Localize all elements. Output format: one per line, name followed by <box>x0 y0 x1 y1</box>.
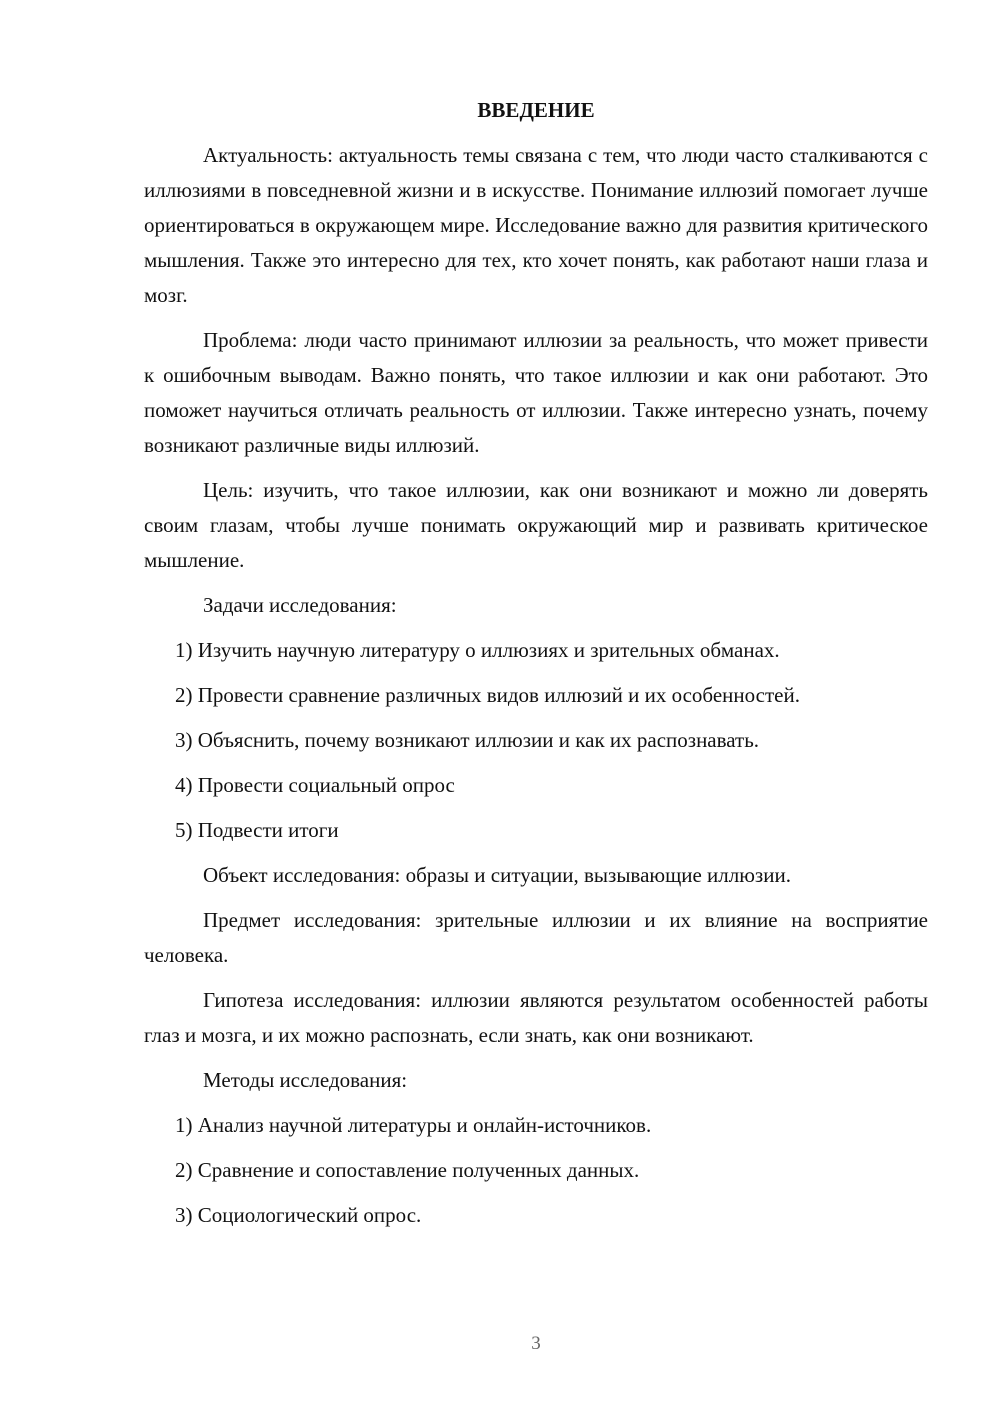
list-item: 4) Провести социальный опрос <box>175 773 455 797</box>
methods-title: Методы исследования: <box>203 1068 408 1092</box>
hypothesis-paragraph: Гипотеза исследования: иллюзии являются результатом особенностей работы глаз и мозга, и их можно распознать, если знать, как они возникают. <box>144 988 928 1047</box>
page-number: 3 <box>531 1333 541 1354</box>
goal-paragraph: Цель: изучить, что такое иллюзии, как они возникают и можно ли доверять своим глазам, чтобы лучше понимать окружающий мир и развивать критическое мышление. <box>144 478 928 572</box>
section-heading: ВВЕДЕНИЕ <box>477 98 595 122</box>
list-item: 3) Социологический опрос. <box>175 1203 422 1227</box>
list-item: 1) Изучить научную литературу о иллюзиях и зрительных обманах. <box>175 638 780 662</box>
list-item: 2) Провести сравнение различных видов иллюзий и их особенностей. <box>175 683 800 707</box>
list-item: 2) Сравнение и сопоставление полученных данных. <box>175 1158 640 1182</box>
tasks-title: Задачи исследования: <box>203 593 397 617</box>
list-item: 3) Объяснить, почему возникают иллюзии и как их распознавать. <box>175 728 760 752</box>
page-content <box>144 94 928 1243</box>
list-item: 5) Подвести итоги <box>175 818 339 842</box>
relevance-paragraph: Актуальность: актуальность темы связана с тем, что люди часто сталкиваются с иллюзиями в повседневной жизни и в искусстве. Понимание иллюзий помогает лучше ориентироваться в окружающем мире. Исследование важно для развития критического мышления. Также это интересно для тех, кто хочет понять, как работают наши глаза и мозг. <box>144 143 928 307</box>
subject-paragraph: Предмет исследования: зрительные иллюзии и их влияние на восприятие человека. <box>144 908 928 967</box>
tasks-list <box>144 633 928 848</box>
object-paragraph: Объект исследования: образы и ситуации, вызывающие иллюзии. <box>203 863 791 887</box>
list-item: 1) Анализ научной литературы и онлайн-источников. <box>175 1113 652 1137</box>
problem-paragraph: Проблема: люди часто принимают иллюзии за реальность, что может привести к ошибочным выводам. Важно понять, что такое иллюзии и как они работают. Это поможет научиться отличать реальность от иллюзии. Также интересно узнать, почему возникают различные виды иллюзий. <box>144 328 928 457</box>
methods-list <box>144 1108 928 1233</box>
